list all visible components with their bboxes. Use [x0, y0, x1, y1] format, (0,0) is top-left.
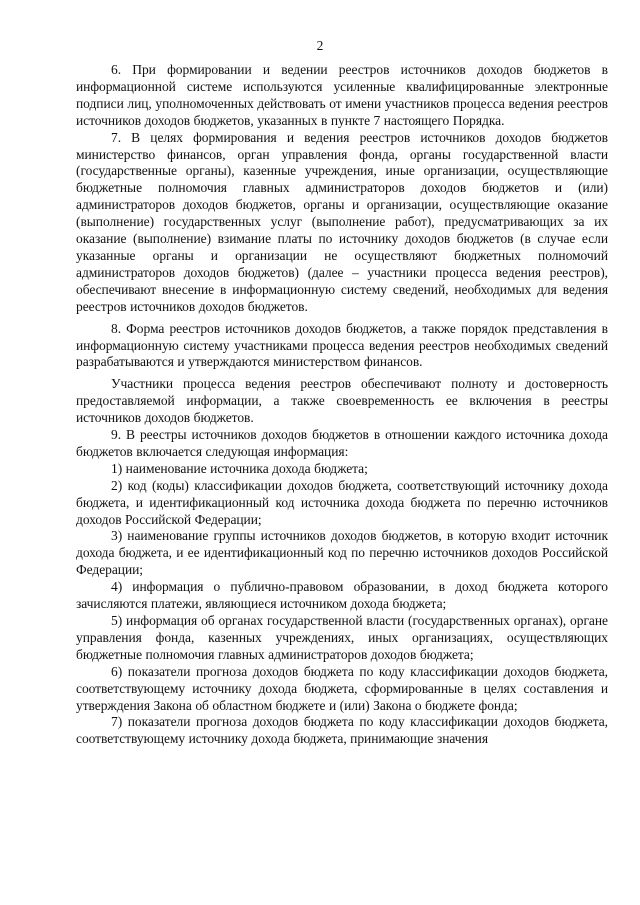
list-item-7: 7) показатели прогноза доходов бюджета по коду классификации доходов бюджета, соответствующему источнику дохода бюджета, принимающие значения: [76, 714, 608, 747]
list-item-3: 3) наименование группы источников доходов бюджетов, в которую входит источник дохода бюджета, и ее идентификационный код по перечню источников доходов Российской Федерации;: [76, 528, 608, 578]
list-item-5: 5) информация об органах государственной власти (государственных органах), органе управления фонда, казенных учреждениях, иных организациях, осуществляющих бюджетные полномочия главных администраторов доходов бюджета;: [76, 613, 608, 662]
document-body: [76, 62, 608, 748]
paragraph-item-8: 8. Форма реестров источников доходов бюджетов, а также порядок представления в информационную систему участниками процесса ведения реестров необходимых сведений разрабатываются и утверждаются министерством финансов.: [76, 320, 608, 370]
list-item-2: 2) код (коды) классификации доходов бюджета, соответствующий источнику дохода бюджета, и идентификационный код источника дохода бюджета по перечню источников доходов Российской Федерации;: [76, 477, 608, 527]
page-number: 2: [316, 38, 324, 53]
paragraph-item-7: 7. В целях формирования и ведения реестров источников доходов бюджетов министерство финансов, орган управления фонда, органы государственной власти (государственные органы), казенные учреждения, иные организации, осуществляющие бюджетные полномочия главных администраторов доходов бюджетов и (или) администраторов доходов бюджетов, органы и организации, осуществляющие оказание (выполнение) государственных услуг (выполнение работ), предусматривающих за их оказание (выполнение) взимание платы по источнику доходов бюджетов (в случае если указанные органы и организации не осуществляют бюджетных полномочий администраторов доходов бюджетов) (далее – участники процесса ведения реестров), обеспечивают внесение в информационную систему сведений, необходимых для ведения реестров источников доходов бюджетов.: [76, 129, 608, 314]
paragraph-participants: Участники процесса ведения реестров обеспечивают полноту и достоверность предоставляемой информации, а также своевременность ее включения в реестры источников доходов бюджетов.: [76, 376, 608, 426]
paragraph-item-9: 9. В реестры источников доходов бюджетов в отношении каждого источника дохода бюджетов включается следующая информация:: [76, 427, 608, 459]
paragraph-item-6: 6. При формировании и ведении реестров источников доходов бюджетов в информационной системе используются усиленные квалифицированные электронные подписи лиц, уполномоченных действовать от имени участников процесса ведения реестров источников доходов бюджетов, указанных в пункте 7 настоящего Порядка.: [76, 62, 608, 128]
list-item-6: 6) показатели прогноза доходов бюджета по коду классификации доходов бюджета, соответствующему источнику дохода бюджета, сформированные в целях составления и утверждения Закона об областном бюджете и (или) Закона о бюджете фонда;: [76, 663, 608, 713]
list-item-1: 1) наименование источника дохода бюджета;: [111, 460, 368, 476]
list-item-4: 4) информация о публично-правовом образовании, в доход бюджета которого зачисляются платежи, являющиеся источником дохода бюджета;: [76, 579, 608, 612]
